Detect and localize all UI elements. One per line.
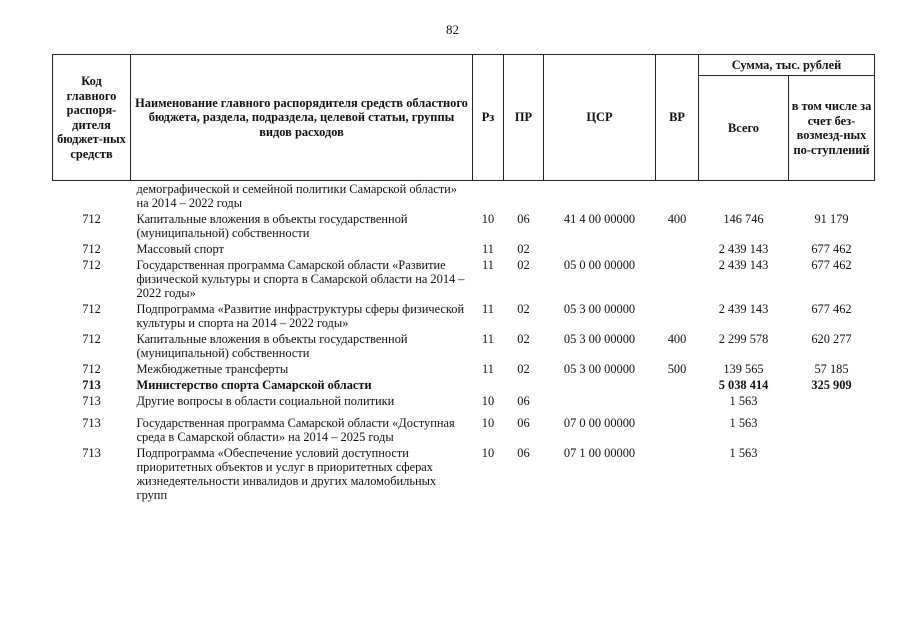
table-row <box>53 409 875 445</box>
cell-csr <box>544 393 656 409</box>
cell-rz: 10 <box>481 446 495 460</box>
cell-free: 325 909 <box>811 378 852 392</box>
cell-vr <box>656 445 699 503</box>
cell-total: 2 299 578 <box>718 332 769 346</box>
cell-csr <box>544 181 656 212</box>
header-sum-group: Сумма, тыс. рублей <box>699 55 875 76</box>
cell-code: 713 <box>82 378 101 392</box>
cell-name: Капитальные вложения в объекты государственной (муниципальной) собственности <box>136 212 408 240</box>
cell-total: 146 746 <box>723 212 764 226</box>
cell-pr <box>504 377 544 393</box>
table-row <box>53 377 875 393</box>
cell-name: Массовый спорт <box>136 242 224 256</box>
cell-free: 57 185 <box>814 362 849 376</box>
cell-vr: 400 <box>667 212 687 226</box>
header-code: Код главного распоря-дителя бюджет-ных средств <box>53 55 131 181</box>
cell-name: Межбюджетные трансферты <box>136 362 289 376</box>
cell-csr: 05 3 00 00000 <box>563 332 636 346</box>
cell-csr: 07 1 00 00000 <box>563 446 636 460</box>
cell-code: 713 <box>82 446 101 460</box>
cell-free <box>789 445 875 503</box>
page-number: 82 <box>446 22 459 37</box>
cell-total: 2 439 143 <box>718 242 769 256</box>
cell-pr: 06 <box>517 446 530 460</box>
cell-pr: 02 <box>517 332 530 346</box>
header-vr: ВР <box>656 55 699 181</box>
cell-rz: 10 <box>481 212 495 226</box>
cell-name: Государственная программа Самарской области «Доступная среда в Самарской области» на 2014 – 2025 годы <box>136 416 455 444</box>
cell-code: 712 <box>82 302 101 316</box>
cell-vr <box>656 377 699 393</box>
cell-code: 713 <box>82 416 101 430</box>
cell-free <box>789 409 875 445</box>
cell-vr: 400 <box>667 332 687 346</box>
cell-csr: 41 4 00 00000 <box>563 212 636 226</box>
cell-rz <box>473 377 504 393</box>
header-pr: ПР <box>504 55 544 181</box>
header-total: Всего <box>699 76 789 181</box>
table-row <box>53 361 875 377</box>
cell-name: Подпрограмма «Обеспечение условий доступности приоритетных объектов и услуг в приоритетных сферах жизнедеятельности инвалидов и других маломобильных групп <box>136 446 437 502</box>
cell-code: 712 <box>82 212 101 226</box>
cell-csr: 07 0 00 00000 <box>563 416 636 430</box>
cell-rz: 11 <box>482 362 494 376</box>
cell-pr: 02 <box>517 242 530 256</box>
cell-vr: 500 <box>667 362 687 376</box>
table-row <box>53 211 875 241</box>
cell-csr: 05 3 00 00000 <box>563 302 636 316</box>
cell-vr <box>656 181 699 212</box>
cell-code <box>53 181 131 212</box>
cell-vr <box>656 301 699 331</box>
table-row <box>53 445 875 503</box>
cell-pr: 06 <box>517 416 530 430</box>
cell-code: 712 <box>82 362 101 376</box>
cell-name: Подпрограмма «Развитие инфраструктуры сферы физической культуры и спорта на 2014 – 2022 годы» <box>136 302 465 330</box>
cell-total: 139 565 <box>723 362 764 376</box>
cell-rz: 11 <box>482 302 494 316</box>
cell-free <box>789 393 875 409</box>
table-row <box>53 181 875 212</box>
header-csr: ЦСР <box>544 55 656 181</box>
table-row <box>53 257 875 301</box>
cell-csr <box>544 377 656 393</box>
cell-csr <box>544 241 656 257</box>
cell-rz <box>473 181 504 212</box>
cell-free: 677 462 <box>811 258 852 272</box>
cell-total: 1 563 <box>729 416 758 430</box>
cell-name: Министерство спорта Самарской области <box>136 378 372 392</box>
cell-pr: 02 <box>517 258 530 272</box>
table-row <box>53 301 875 331</box>
cell-csr: 05 0 00 00000 <box>563 258 636 272</box>
header-name: Наименование главного распорядителя средств областного бюджета, раздела, подраздела, целевой статьи, группы видов расходов <box>131 55 473 181</box>
header-rz: Рз <box>473 55 504 181</box>
cell-vr <box>656 393 699 409</box>
cell-code: 712 <box>82 258 101 272</box>
cell-name: Другие вопросы в области социальной политики <box>136 394 395 408</box>
cell-pr: 02 <box>517 302 530 316</box>
header-free: в том числе за счет без-возмезд-ных по-ступлений <box>789 76 875 181</box>
cell-code: 713 <box>82 394 101 408</box>
cell-rz: 11 <box>482 332 494 346</box>
cell-name: демографической и семейной политики Самарской области» на 2014 – 2022 годы <box>136 182 457 210</box>
cell-pr <box>504 181 544 212</box>
table-row <box>53 241 875 257</box>
cell-free: 620 277 <box>811 332 852 346</box>
table-row <box>53 331 875 361</box>
cell-total: 5 038 414 <box>718 378 769 392</box>
cell-vr <box>656 409 699 445</box>
budget-table <box>52 54 875 503</box>
cell-code: 712 <box>82 242 101 256</box>
cell-free: 677 462 <box>811 242 852 256</box>
cell-pr: 06 <box>517 212 530 226</box>
cell-rz: 11 <box>482 258 494 272</box>
cell-rz: 10 <box>481 416 495 430</box>
cell-pr: 02 <box>517 362 530 376</box>
cell-free <box>789 181 875 212</box>
cell-vr <box>656 257 699 301</box>
cell-free: 677 462 <box>811 302 852 316</box>
cell-rz: 10 <box>481 394 495 408</box>
cell-name: Государственная программа Самарской области «Развитие физической культуры и спорта в Самарской области на 2014 – 2022 годы» <box>136 258 465 300</box>
cell-free: 91 179 <box>814 212 849 226</box>
cell-total <box>699 181 789 212</box>
cell-total: 1 563 <box>729 446 758 460</box>
cell-total: 1 563 <box>729 394 758 408</box>
cell-vr <box>656 241 699 257</box>
cell-total: 2 439 143 <box>718 258 769 272</box>
cell-csr: 05 3 00 00000 <box>563 362 636 376</box>
table-row <box>53 393 875 409</box>
cell-total: 2 439 143 <box>718 302 769 316</box>
cell-code: 712 <box>82 332 101 346</box>
cell-pr: 06 <box>517 394 530 408</box>
cell-rz: 11 <box>482 242 494 256</box>
cell-name: Капитальные вложения в объекты государственной (муниципальной) собственности <box>136 332 408 360</box>
